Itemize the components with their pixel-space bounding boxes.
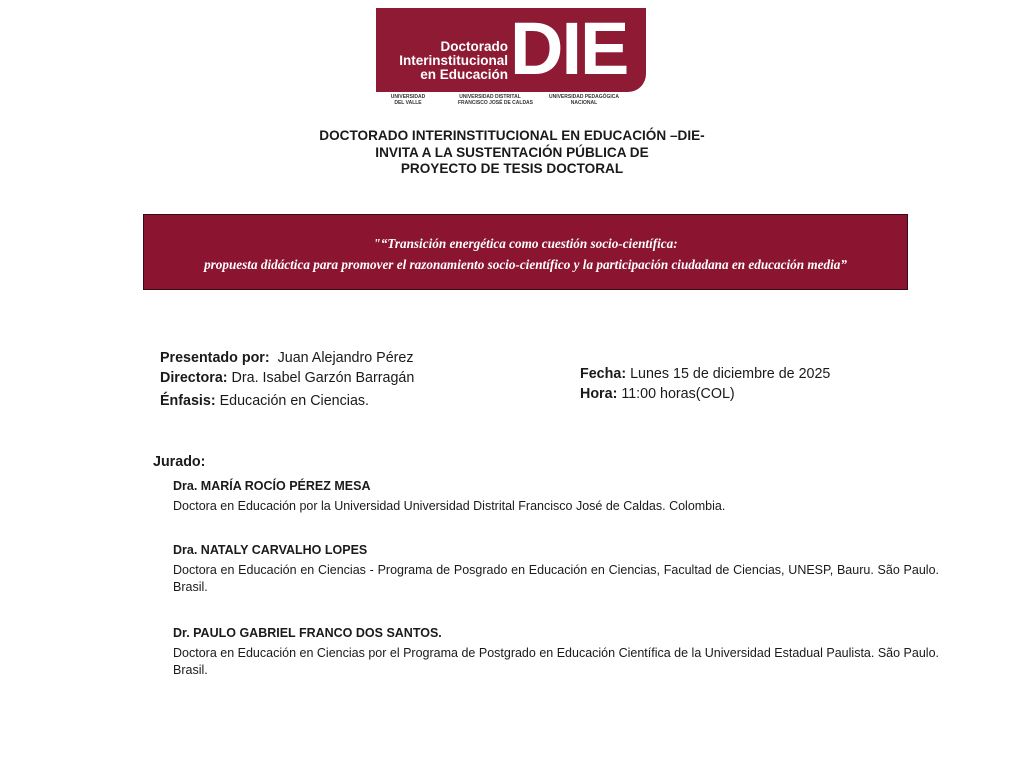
director-label: Directora: bbox=[160, 370, 228, 386]
jury-member bbox=[173, 542, 939, 596]
presenter-details bbox=[160, 348, 414, 411]
invitation-heading bbox=[212, 128, 812, 178]
presenter-value: Juan Alejandro Pérez bbox=[277, 350, 414, 366]
logo-line: en Educación bbox=[420, 67, 508, 82]
logo-program-name bbox=[388, 40, 508, 82]
event-details bbox=[580, 364, 830, 404]
logo-banner bbox=[376, 8, 646, 92]
presenter-label: Presentado por: bbox=[160, 350, 270, 366]
logo-university-line: NACIONAL bbox=[570, 100, 598, 106]
heading-line: DOCTORADO INTERINSTITUCIONAL EN EDUCACIÓN –DIE- bbox=[319, 128, 705, 143]
thesis-title-box bbox=[143, 214, 908, 290]
jury-member bbox=[173, 625, 939, 679]
logo-university-line: DEL VALLE bbox=[394, 100, 422, 106]
thesis-title-line: propuesta didáctica para promover el razonamiento socio-científico y la participación ciudadana en educación media” bbox=[204, 257, 847, 272]
logo-university bbox=[386, 94, 430, 106]
die-logo bbox=[372, 6, 648, 110]
director-row bbox=[160, 368, 414, 388]
time-row bbox=[580, 384, 830, 404]
jury-member bbox=[173, 478, 939, 515]
jury-member-description: Doctora en Educación en Ciencias por el Programa de Postgrado en Educación Científica de la Universidad Estadual Paulista. São Paulo. Brasil. bbox=[173, 646, 939, 677]
heading-line: INVITA A LA SUSTENTACIÓN PÚBLICA DE bbox=[375, 144, 649, 160]
date-row bbox=[580, 364, 830, 384]
emphasis-row bbox=[160, 391, 414, 411]
jury-member-description: Doctora en Educación por la Universidad Universidad Distrital Francisco José de Caldas. Colombia. bbox=[173, 499, 726, 513]
logo-university bbox=[458, 94, 534, 106]
jury-member-description: Doctora en Educación en Ciencias - Programa de Posgrado en Educación en Ciencias, Facultad de Ciencias, UNESP, Bauru. São Paulo. Brasil. bbox=[173, 563, 939, 594]
jury-member-name: Dra. MARÍA ROCÍO PÉREZ MESA bbox=[173, 479, 371, 493]
logo-line: Interinstitucional bbox=[399, 53, 508, 68]
jury-member-name: Dr. PAULO GABRIEL FRANCO DOS SANTOS. bbox=[173, 626, 442, 640]
logo-university-line: FRANCISCO JOSÉ DE CALDAS bbox=[458, 100, 534, 106]
time-label: Hora: bbox=[580, 386, 618, 402]
logo-university-line: UNIVERSIDAD bbox=[390, 94, 426, 100]
logo-acronym: DIE bbox=[510, 7, 628, 90]
date-label: Fecha: bbox=[580, 366, 627, 382]
jury-label: Jurado: bbox=[153, 454, 206, 470]
emphasis-label: Énfasis: bbox=[160, 393, 216, 409]
date-value: Lunes 15 de diciembre de 2025 bbox=[630, 366, 831, 382]
heading-line: PROYECTO DE TESIS DOCTORAL bbox=[400, 161, 624, 176]
logo-university bbox=[540, 94, 628, 106]
logo-universities bbox=[372, 94, 648, 110]
director-value: Dra. Isabel Garzón Barragán bbox=[231, 370, 415, 386]
presenter-row bbox=[160, 348, 414, 368]
logo-university-line: UNIVERSIDAD DISTRITAL bbox=[459, 94, 521, 100]
logo-line: Doctorado bbox=[440, 39, 508, 54]
thesis-title-line: "“Transición energética como cuestión socio-científica: bbox=[373, 236, 678, 251]
logo-university-line: UNIVERSIDAD PEDAGÓGICA bbox=[548, 94, 619, 100]
jury-member-name: Dra. NATALY CARVALHO LOPES bbox=[173, 543, 368, 557]
time-value: 11:00 horas(COL) bbox=[621, 386, 735, 402]
emphasis-value: Educación en Ciencias. bbox=[219, 393, 370, 409]
